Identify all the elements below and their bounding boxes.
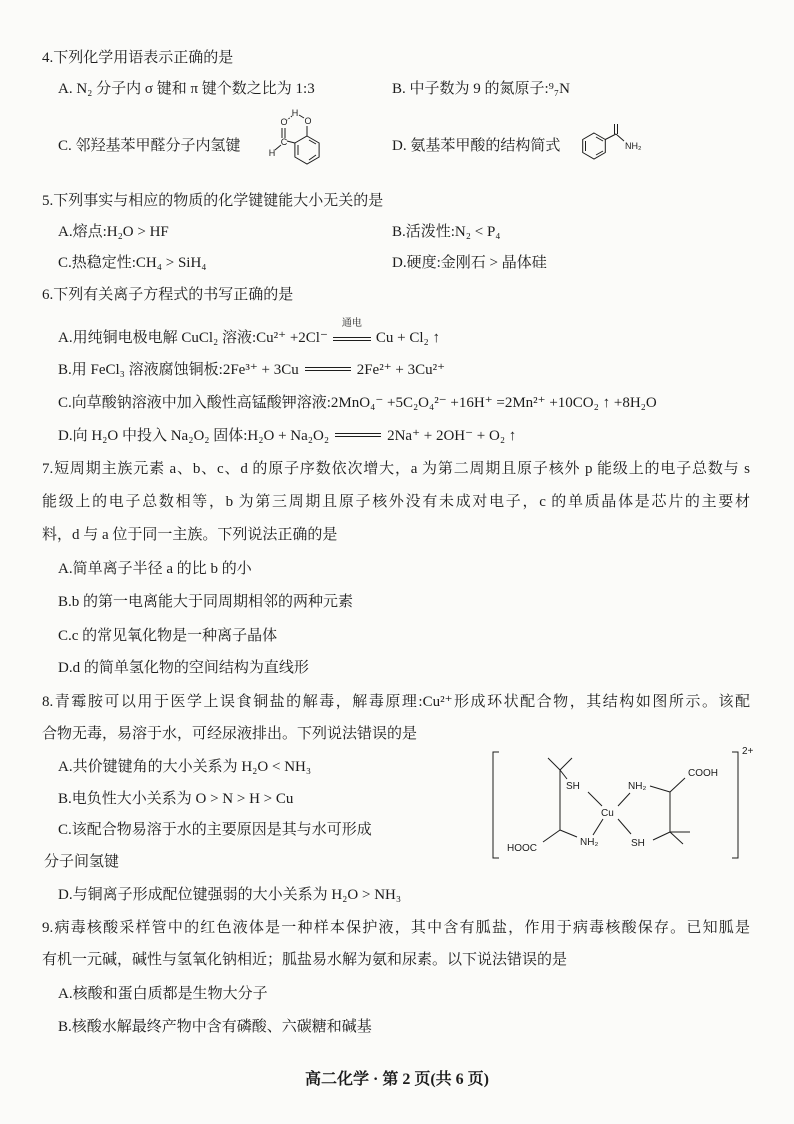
q5-option-a: A.熔点:H₂O > HF [58, 224, 169, 240]
q7-stem-line: 7.短周期主族元素 a、b、c、d 的原子序数依次增大，a 为第二周期且原子核外 p 能级上的电子总数与 s [42, 461, 750, 477]
equation-right: 2Na⁺ + 2OH⁻ + O₂ ↑ [387, 428, 517, 444]
q9-stem-line: 9.病毒核酸采样管中的红色液体是一种样本保护液，其中含有胍盐，作用于病毒核酸保存。已知胍是 [42, 920, 750, 936]
thiol-label: SH [631, 838, 645, 849]
benzene-ring [295, 136, 319, 164]
q5-option-b: B.活泼性:N₂ < P₄ [392, 224, 501, 240]
copper-label: Cu [601, 808, 614, 819]
right-bracket [732, 752, 738, 858]
thiol-label: SH [566, 781, 580, 792]
q4-c-structure [262, 104, 332, 170]
q5-option-c: C.热稳定性:CH₄ > SiH₄ [58, 255, 207, 271]
left-bracket [493, 752, 499, 858]
q5-option-d: D.硬度:金刚石 > 晶体硅 [392, 255, 547, 271]
q9-option-a: A.核酸和蛋白质都是生物大分子 [58, 986, 268, 1002]
q8-stem-line: 8.青霉胺可以用于医学上误食铜盐的解毒，解毒原理:Cu²⁺形成环状配合物，其结构如图所示。该配 [42, 694, 750, 710]
q7-stem-line: 能级上的电子总数相等，b 为第三周期且原子核外没有未成对电子，c 的单质晶体是芯片的主要材 [42, 494, 750, 510]
q9-stem-line: 有机一元碱，碱性与氢氧化钠相近；胍盐易水解为氨和尿素。以下说法错误的是 [42, 952, 568, 968]
reaction-arrow [332, 318, 372, 348]
q7-option-c: C.c 的常见氧化物是一种离子晶体 [58, 628, 278, 644]
equals-sign [305, 367, 351, 371]
amino-group-label: NH₂ [625, 141, 642, 151]
carboxyl-label: COOH [688, 768, 718, 779]
q7-option-d: D.d 的简单氢化物的空间结构为直线形 [58, 660, 309, 676]
q6-option-b [58, 360, 445, 380]
q8-stem-line: 合物无毒，易溶于水，可经尿液排出。下列说法错误的是 [42, 726, 418, 742]
q8-option-c-continued: 分子间氢键 [44, 854, 120, 870]
copper-complex-structure [485, 740, 775, 865]
q6-option-d [58, 426, 516, 446]
q7-option-a: A.简单离子半径 a 的比 b 的小 [58, 561, 252, 577]
equation-left: D.向 H₂O 中投入 Na₂O₂ 固体:H₂O + Na₂O₂ [58, 428, 330, 444]
q4-stem: 4.下列化学用语表示正确的是 [42, 50, 234, 66]
equation-left: A.用纯铜电极电解 CuCl₂ 溶液:Cu²⁺ +2Cl⁻ [58, 330, 328, 346]
q8-option-c: C.该配合物易溶于水的主要原因是其与水可形成 [58, 822, 372, 838]
q7-stem-line: 料，d 与 a 位于同一主族。下列说法正确的是 [42, 527, 338, 543]
equation-right: Cu + Cl₂ ↑ [375, 330, 441, 346]
q9-option-b: B.核酸水解最终产物中含有磷酸、六碳糖和碱基 [58, 1019, 372, 1035]
benzene-ring [583, 133, 606, 159]
atom-o-label: O [280, 117, 288, 127]
amino-label: NH₂ [628, 781, 647, 792]
amino-label: NH₂ [580, 837, 599, 848]
complex-charge: 2+ [742, 746, 754, 757]
atom-h-label: H [268, 148, 276, 158]
q8-option-a: A.共价键键角的大小关系为 H₂O < NH₃ [58, 759, 312, 775]
q4-option-d: D. 氨基苯甲酸的结构简式 [392, 138, 561, 154]
equation-right: 2Fe²⁺ + 3Cu²⁺ [356, 362, 446, 378]
q4-d-structure [572, 122, 662, 166]
q5-stem: 5.下列事实与相应的物质的化学键键能大小无关的是 [42, 193, 384, 209]
equation-left: B.用 FeCl₃ 溶液腐蚀铜板:2Fe³⁺ + 3Cu [58, 362, 299, 378]
q6-option-a [58, 318, 441, 348]
q6-option-c: C.向草酸钠溶液中加入酸性高锰酸钾溶液:2MnO₄⁻ +5C₂O₄²⁻ +16H⁺ =2Mn²⁺ +10CO₂ ↑ +8H₂O [58, 395, 657, 411]
q6-stem: 6.下列有关离子方程式的书写正确的是 [42, 287, 294, 303]
reaction-condition: 通电 [341, 318, 362, 329]
atom-h-label: H [291, 108, 299, 118]
atom-c-label: C [280, 137, 288, 147]
q8-option-d: D.与铜离子形成配位键强弱的大小关系为 H₂O > NH₃ [58, 887, 402, 903]
q8-option-b: B.电负性大小关系为 O > N > H > Cu [58, 791, 294, 807]
q4-option-c: C. 邻羟基苯甲醛分子内氢键 [58, 138, 241, 154]
page-footer: 高二化学 · 第 2 页(共 6 页) [305, 1071, 489, 1088]
atom-o-label: O [304, 116, 312, 126]
equals-sign [335, 433, 381, 437]
carboxyl-label: HOOC [507, 843, 537, 854]
q7-option-b: B.b 的第一电离能大于同周期相邻的两种元素 [58, 594, 354, 610]
q4-option-a: A. N₂ 分子内 σ 键和 π 键个数之比为 1:3 [58, 81, 315, 97]
q4-option-b: B. 中子数为 9 的氮原子:⁹₇N [392, 81, 570, 97]
